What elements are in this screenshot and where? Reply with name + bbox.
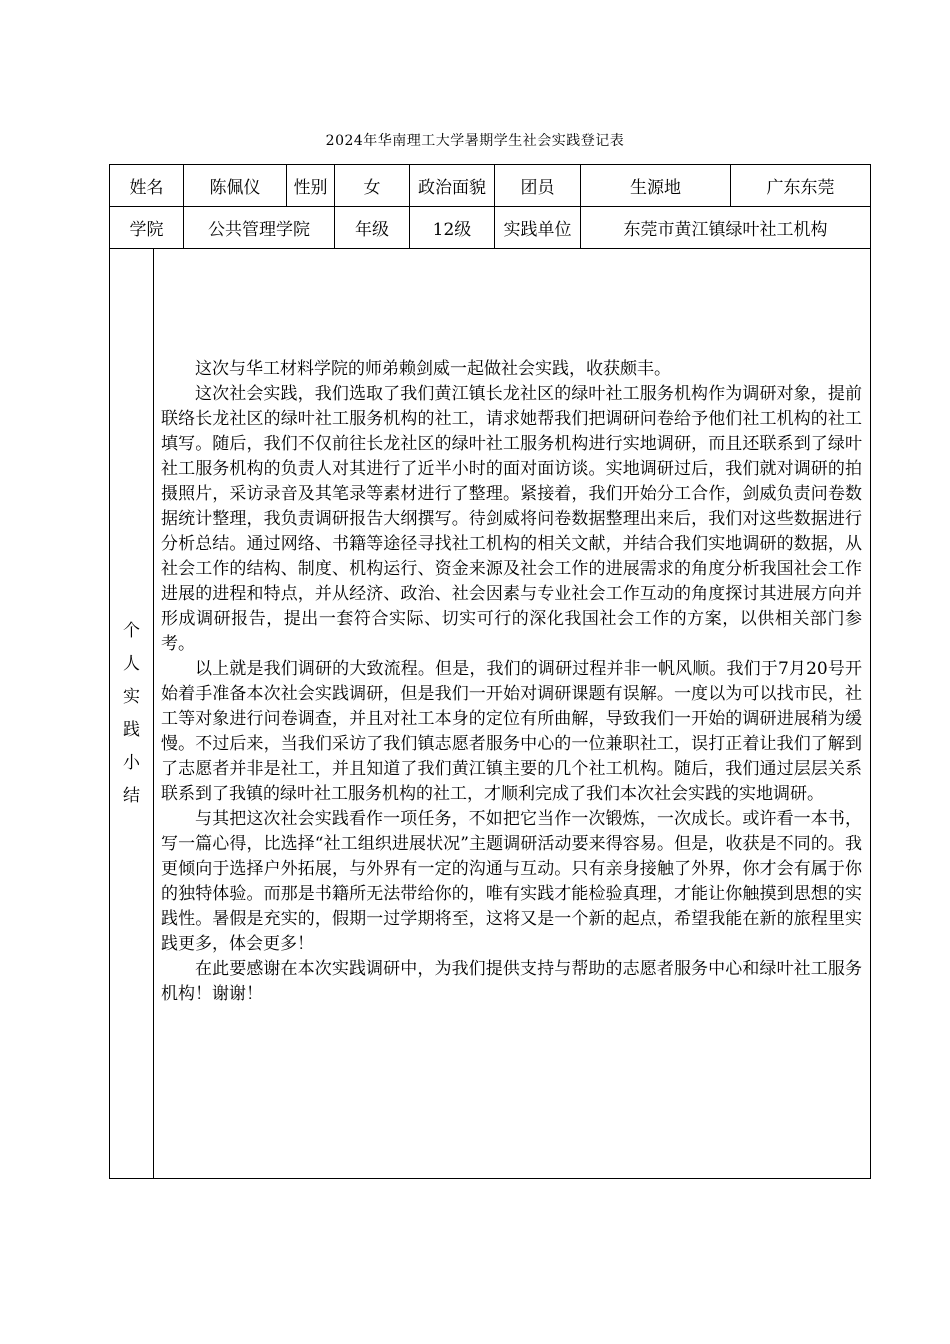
- summary-paragraph: 在此要感谢在本次实践调研中，为我们提供支持与帮助的志愿者服务中心和绿叶社工服务机构！谢谢！: [161, 959, 862, 1004]
- summary-label-char: 践: [123, 719, 140, 740]
- name-label: 姓名: [110, 165, 184, 207]
- college-value: 公共管理学院: [184, 207, 335, 249]
- summary-label-char: 小: [123, 752, 140, 773]
- summary-label-char: 个: [123, 620, 140, 641]
- grade-value: 12级: [410, 207, 495, 249]
- summary-paragraph: 这次与华工材料学院的师弟赖剑威一起做社会实践，收获颇丰。: [195, 359, 671, 379]
- summary-paragraph: 与其把这次社会实践看作一项任务，不如把它当作一次锻炼，一次成长。或许看一本书，写一篇心得，比选择“社工组织进展状况”主题调研活动要来得容易。但是，收获是不同的。我更倾向于选择户外拓展，与外界有一定的沟通与互动。只有亲身接触了外界，你才会有属于你的独特体验。而那是书籍所无法带给你的，唯有实践才能检验真理，才能让你触摸到思想的实践性。暑假是充实的，假期一过学期将至，这将又是一个新的起点，希望我能在新的旅程里实践更多，体会更多！: [161, 809, 862, 954]
- summary-text: [154, 249, 870, 1007]
- form-title: 2024年华南理工大学暑期学生社会实践登记表: [325, 133, 625, 149]
- gender-value: 女: [335, 165, 410, 207]
- summary-label-char: 人: [123, 653, 140, 674]
- politics-value: 团员: [495, 165, 581, 207]
- summary-row: [110, 249, 871, 1179]
- personal-info-row: [110, 165, 871, 207]
- gender-label: 性别: [287, 165, 335, 207]
- summary-paragraph: 以上就是我们调研的大致流程。但是，我们的调研过程并非一帆风顺。我们于7月20号开始着手准备本次社会实践调研，但是我们一开始对调研课题有误解。一度以为可以找市民，社工等对象进行问卷调查，并且对社工本身的定位有所曲解，导致我们一开始的调研进展稍为缓慢。不过后来，当我们采访了我们镇志愿者服务中心的一位兼职社工，误打正着让我们了解到了志愿者并非是社工，并且知道了我们黄江镇主要的几个社工机构。随后，我们通过层层关系联系到了我镇的绿叶社工服务机构的社工，才顺利完成了我们本次社会实践的实地调研。: [161, 659, 862, 804]
- unit-value: 东莞市黄江镇绿叶社工机构: [581, 207, 871, 249]
- summary-section-label: [110, 249, 154, 1179]
- unit-label: 实践单位: [495, 207, 581, 249]
- name-value: 陈佩仪: [184, 165, 287, 207]
- summary-content-cell: [154, 249, 871, 1179]
- college-label: 学院: [110, 207, 184, 249]
- grade-label: 年级: [335, 207, 410, 249]
- summary-paragraph: 这次社会实践，我们选取了我们黄江镇长龙社区的绿叶社工服务机构作为调研对象，提前联络长龙社区的绿叶社工服务机构的社工，请求她帮我们把调研问卷给予他们社工机构的社工填写。随后，我们不仅前往长龙社区的绿叶社工服务机构进行实地调研，而且还联系到了绿叶社工服务机构的负责人对其进行了近半小时的面对面访谈。实地调研过后，我们就对调研的拍摄照片，采访录音及其笔录等素材进行了整理。紧接着，我们开始分工合作，剑威负责问卷数据统计整理，我负责调研报告大纲撰写。待剑威将问卷数据整理出来后，我们对这些数据进行分析总结。通过网络、书籍等途径寻找社工机构的相关文献，并结合我们实地调研的数据，从社会工作的结构、制度、机构运行、资金来源及社会工作的进展需求的角度分析我国社会工作进展的进程和特点，并从经济、政治、社会因素与专业社会工作互动的角度探讨其进展方向并形成调研报告，提出一套符合实际、切实可行的深化我国社会工作的方案，以供相关部门参考。: [161, 384, 862, 654]
- origin-value: 广东东莞: [731, 165, 871, 207]
- politics-label: 政治面貌: [410, 165, 495, 207]
- summary-label-char: 实: [123, 686, 140, 707]
- registration-form-table: [109, 164, 871, 1179]
- school-info-row: [110, 207, 871, 249]
- summary-label-char: 结: [123, 785, 140, 806]
- origin-label: 生源地: [581, 165, 731, 207]
